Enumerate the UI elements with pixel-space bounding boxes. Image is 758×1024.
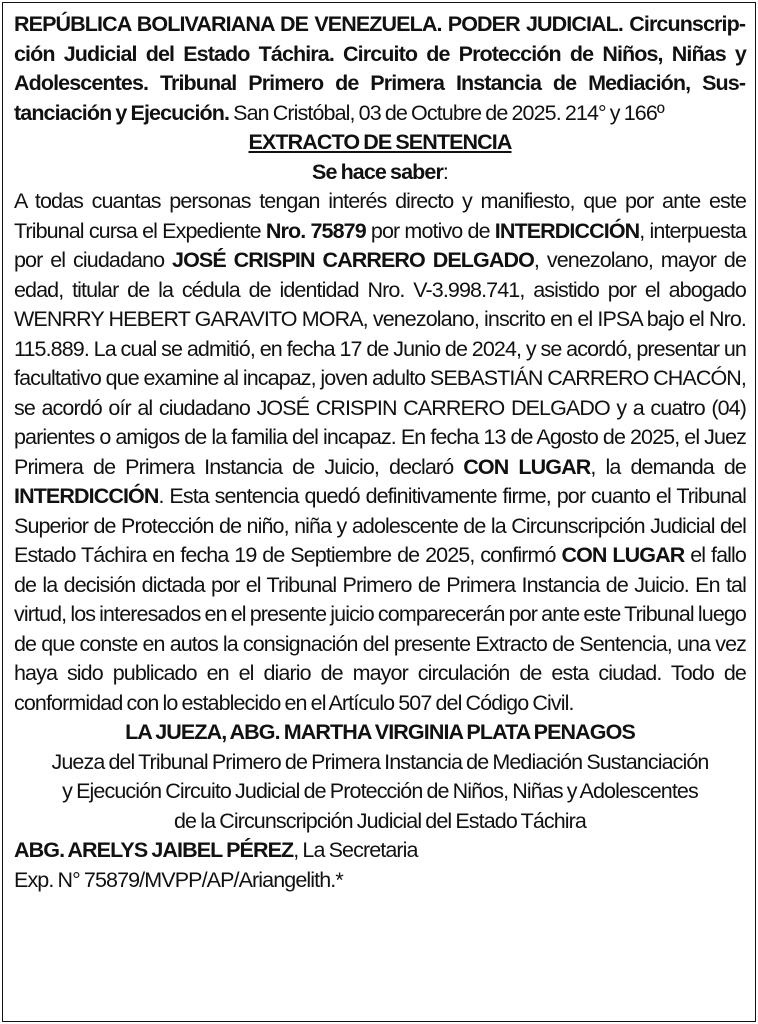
legal-notice [14,10,746,895]
notice-colon: : [442,159,448,184]
secretary-name: ABG. ARELYS JAIBEL PÉREZ [14,838,294,862]
document-title: EXTRACTO DE SENTENCIA [248,130,512,154]
secretary-role: , La Secretaria [293,838,418,862]
body-text-7: el fallo de la decisión dictada por el Tribunal Primero de Primera Instancia de Juicio. En tal virtud, los interesados en el presente juicio comparecerán por ante este Tribunal luego de que conste en autos la consignación del presente Extracto de Sentencia, una vez haya sido publicado en el diario de mayor circulación de esta ciudad. Todo de conformidad con lo establecido en el Artículo 507 del Código Civil. [14,543,746,715]
court-header: REPÚBLICA BOLIVARIANA DE VENEZUELA. PODER JUDICIAL. Circunscripción Judicial del Estado Táchira. Circuito de Protección de Niños, Niñas y Adolescentes. Tribunal Primero de Primera Instancia de Mediación, Sustanciación y Ejecución. [14,12,746,125]
body-text-5: , la demanda de [590,454,746,479]
body-paragraph [14,187,746,718]
ruling-2: CON LUGAR [561,543,685,567]
body-text-4: , venezolano, mayor de edad, titular de la cédula de identidad Nro. V-3.998.741, asistido por el abogado WENRRY HEBERT GARAVITO MORA, venezolano, inscrito en el IPSA bajo el Nro. 115.889. La cual se admitió, en fecha 17 de Junio de 2024, y se acordó, presentar un facultativo que examine al incapaz, joven adulto SEBASTIÁN CARRERO CHACÓN, se acordó oír al ciudadano JOSÉ CRISPIN CARRERO DELGADO y a cuatro (04) parientes o amigos de la familia del incapaz. En fecha 13 de Agosto de 2025, el Juez Primera de Primera Instancia de Juicio, declaró [14,248,746,479]
case-type: INTERDICCIÓN [494,218,640,243]
case-number: Nro. 75879 [265,218,366,243]
header-paragraph [14,10,746,128]
notice-label: Se hace saber [312,159,443,184]
ruling-1: CON LUGAR [463,454,591,479]
judge-role-line-3: de la Circunscripción Judicial del Estado Táchira [174,808,586,833]
body-text-3: , interpuesta por el ciudadano [14,218,746,272]
expediente-line: Exp. N° 75879/MVPP/AP/Ariangelith.* [14,867,343,892]
notice-line [14,158,746,188]
judge-name: LA JUEZA, ABG. MARTHA VIRGINIA PLATA PENAGOS [125,720,635,744]
case-type-2: INTERDICCIÓN [14,484,159,508]
body-text-2: por motivo de [365,218,495,243]
body-text-6: . Esta sentencia quedó definitivamente firme, por cuanto el Tribunal Superior de Protección de niño, niña y adolescente de la Circunscripción Judicial del Estado Táchira en fecha 19 de Septiembre de 2025, confirmó [14,484,746,567]
place-date: San Cristóbal, 03 de Octubre de 2025. 214° y 166º [229,100,664,125]
judge-role-line-2: y Ejecución Circuito Judicial de Protección de Niños, Niñas y Adolescentes [62,779,698,803]
petitioner-name: JOSÉ CRISPIN CARRERO DELGADO [172,248,534,272]
secretary-line [14,836,746,866]
signature-judge-line [14,718,746,748]
title-line [14,128,746,158]
judge-role-line-1: Jueza del Tribunal Primero de Primera Instancia de Mediación Sustanciación [51,749,709,774]
body-text-1: A todas cuantas personas tengan interés directo y manifiesto, que por ante este Tribunal cursa el Expediente [14,189,746,243]
